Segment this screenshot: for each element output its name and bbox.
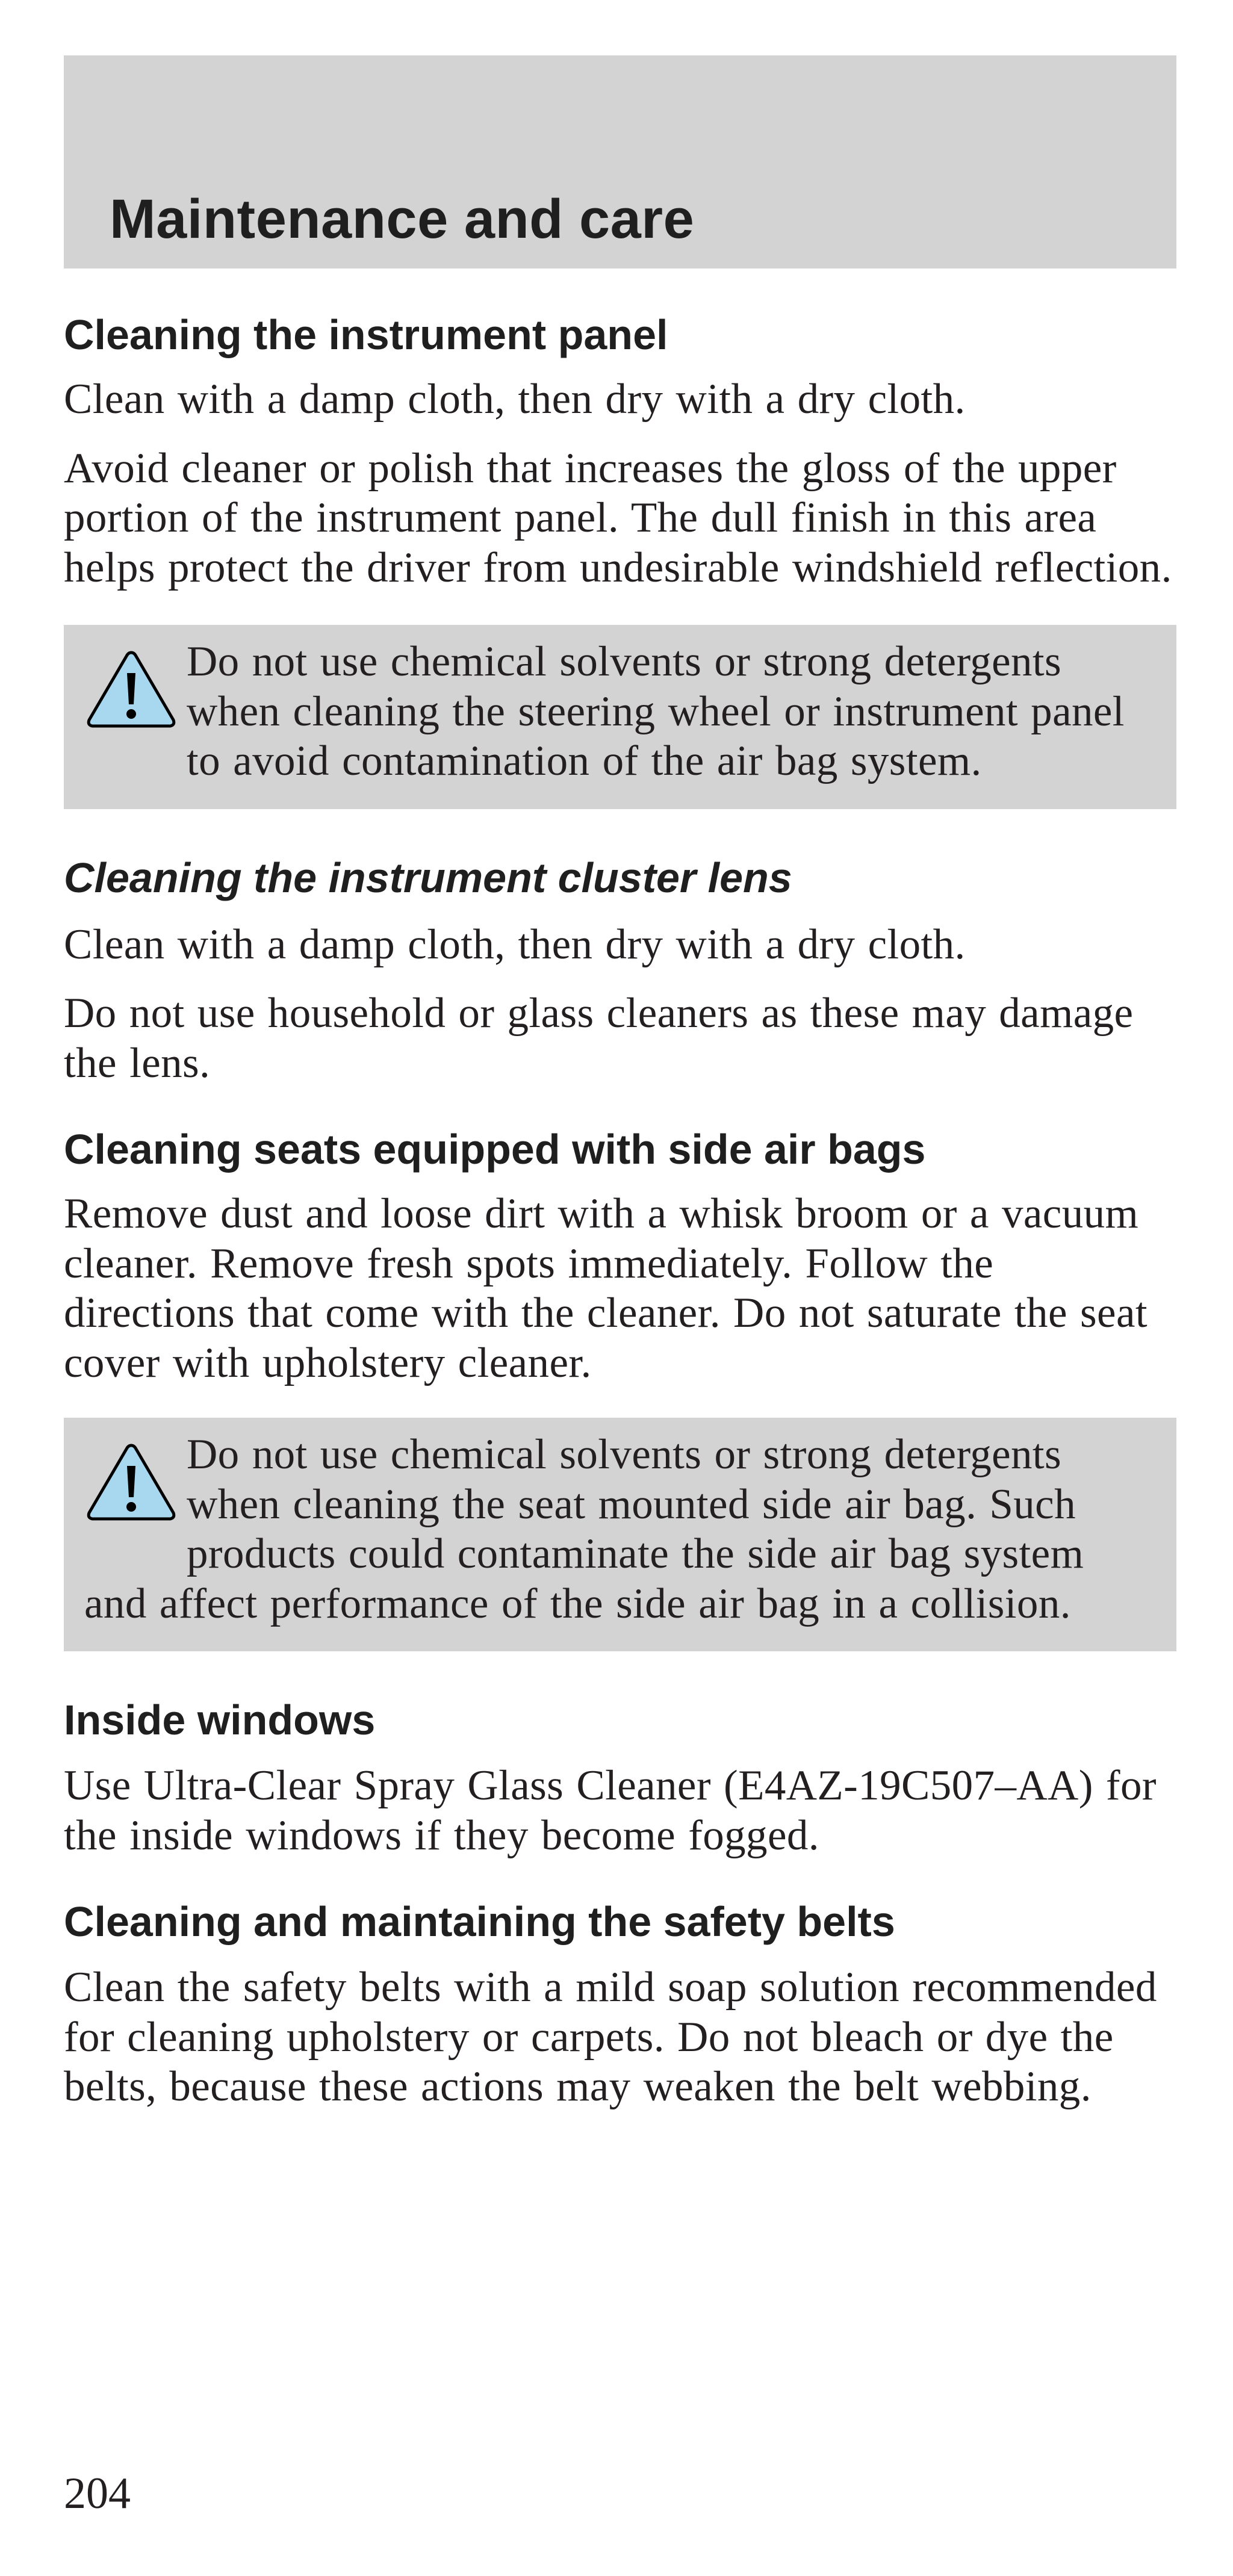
heading-side-air-bags: Cleaning seats equipped with side air bags [64,1126,926,1173]
cluster-lens-para-1: Clean with a damp cloth, then dry with a dry cloth. [64,920,966,968]
warning-text-side-air-bag: Do not use chemical solvents or strong detergents when cleaning the seat mounted side air bag. Such products could contaminate the side air bag system and affect performance of the side air bag in a collision. [84,1431,1084,1627]
heading-cluster-lens: Cleaning the instrument cluster lens [64,854,792,901]
side-air-bags-para-1: Remove dust and loose dirt with a whisk broom or a vacuum cleaner. Remove fresh spots immediately. Follow the directions that come with the cleaner. Do not saturate the seat cover with upholstery cleaner. [64,1190,1148,1386]
warning-text-steering: Do not use chemical solvents or strong detergents when cleaning the steering wheel or instrument panel to avoid contamination of the air bag system. [187,638,1125,784]
instrument-panel-para-1: Clean with a damp cloth, then dry with a dry cloth. [64,376,966,423]
section-header-band [64,55,1176,268]
page-number: 204 [64,2469,131,2518]
warning-box-side-air-bag [64,1418,1176,1651]
safety-belts-para-1: Clean the safety belts with a mild soap solution recommended for cleaning upholstery or carpets. Do not bleach or dye the belts, because these actions may weaken the belt webbing. [64,1964,1157,2110]
heading-safety-belts: Cleaning and maintaining the safety belts [64,1898,895,1945]
warning-box-steering [64,625,1176,809]
page-title: Maintenance and care [110,188,695,250]
cluster-lens-para-2: Do not use household or glass cleaners as these may damage the lens. [64,990,1134,1087]
instrument-panel-para-2: Avoid cleaner or polish that increases the gloss of the upper portion of the instrument panel. The dull finish in this area helps protect the driver from undesirable windshield reflection. [64,444,1172,591]
heading-instrument-panel: Cleaning the instrument panel [64,311,668,358]
warning-triangle-icon [84,1441,187,1531]
warning-triangle-icon [84,648,187,738]
inside-windows-para-1: Use Ultra-Clear Spray Glass Cleaner (E4AZ-19C507–AA) for the inside windows if they become fogged. [64,1762,1157,1859]
heading-inside-windows: Inside windows [64,1696,376,1743]
manual-page [64,55,1176,2112]
